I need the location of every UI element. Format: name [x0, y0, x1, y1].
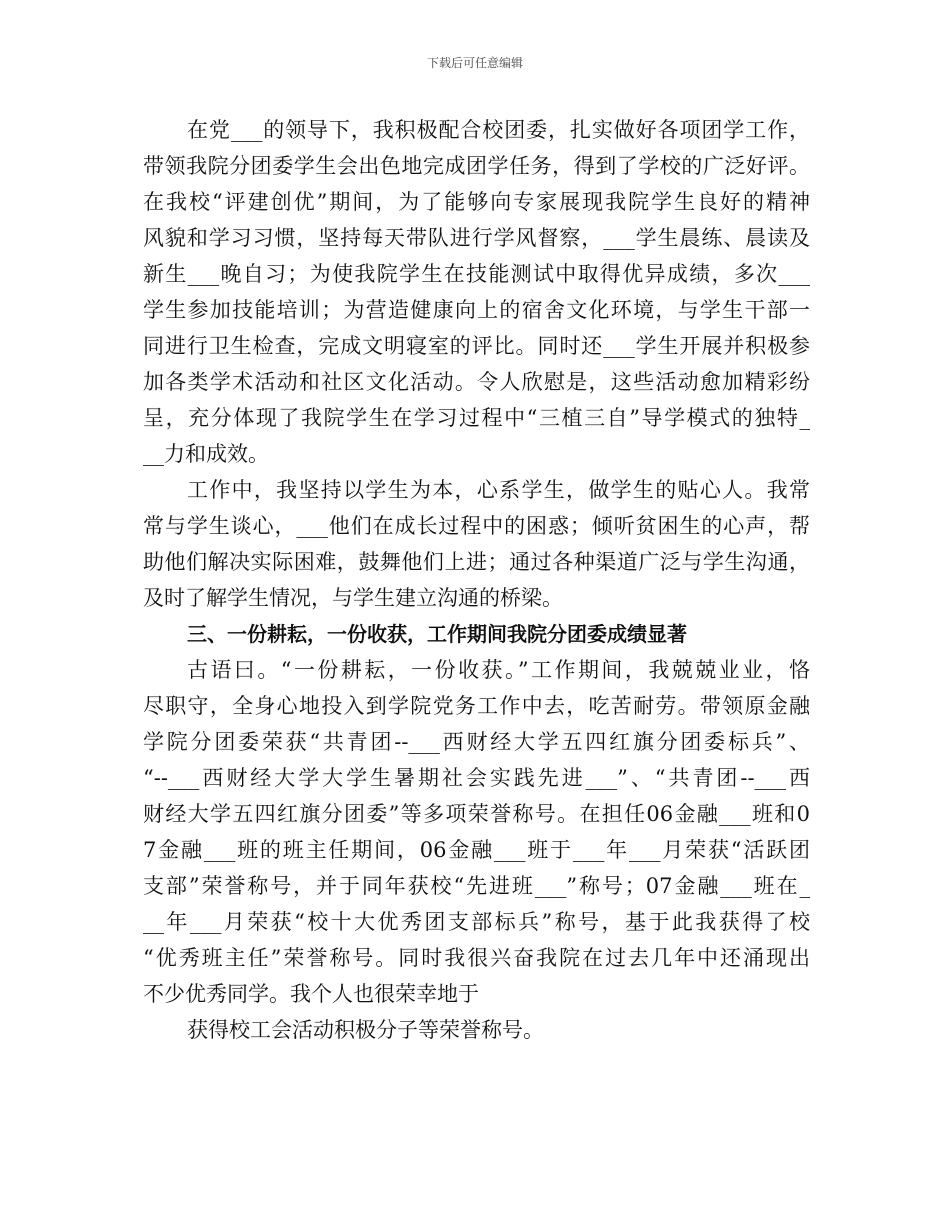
- section-heading: 三、一份耕耘，一份收获，工作期间我院分团委成绩显著: [187, 622, 687, 646]
- body-text-line: 在党___的领导下，我积极配合校团委，扎实做好各项团学工作，: [187, 118, 810, 142]
- body-text-line: 同进行卫生检查，完成文明寝室的评比。同时还___学生开展并积极参: [143, 334, 810, 358]
- body-text-line: 加各类学术活动和社区文化活动。令人欣慰是，这些活动愈加精彩纷: [143, 370, 810, 394]
- body-text-line: 助他们解决实际困难，鼓舞他们上进；通过各种渠道广泛与学生沟通，: [143, 550, 810, 574]
- body-text-line: __力和成效。: [143, 442, 269, 466]
- body-text-line: 工作中，我坚持以学生为本，心系学生，做学生的贴心人。我常: [187, 478, 810, 502]
- body-text-line: 学院分团委荣获“共青团--___西财经大学五四红旗分团委标兵”、: [143, 730, 810, 754]
- body-text-line: 古语曰。“一份耕耘，一份收获。”工作期间，我兢兢业业，恪: [187, 658, 810, 682]
- body-text-line: 及时了解学生情况，与学生建立沟通的桥梁。: [143, 586, 563, 610]
- page-header: 下载后可任意编辑: [426, 56, 523, 70]
- body-text-line: 在我校“评建创优”期间，为了能够向专家展现我院学生良好的精神: [143, 190, 810, 214]
- body-text-line: __年___月荣获“校十大优秀团支部标兵”称号，基于此我获得了校: [143, 910, 810, 934]
- body-text-line: 呈，充分体现了我院学生在学习过程中“三植三自”导学模式的独特_: [143, 406, 810, 430]
- body-text-line: 新生___晚自习；为使我院学生在技能测试中取得优异成绩，多次___: [143, 262, 810, 286]
- body-text-line: “优秀班主任”荣誉称号。同时我很兴奋我院在过去几年中还涌现出: [143, 946, 810, 970]
- body-text-line: 常与学生谈心，___他们在成长过程中的困惑；倾听贫困生的心声，帮: [143, 514, 810, 538]
- body-text-line: 获得校工会活动积极分子等荣誉称号。: [187, 1018, 544, 1042]
- body-text-line: 不少优秀同学。我个人也很荣幸地于: [143, 982, 479, 1006]
- body-text-line: 支部”荣誉称号，并于同年获校“先进班___”称号；07金融___班在_: [143, 874, 810, 898]
- document-body: [143, 112, 810, 1048]
- body-text-line: 尽职守，全身心地投入到学院党务工作中去，吃苦耐劳。带领原金融: [143, 694, 810, 718]
- body-text-line: 风貌和学习习惯，坚持每天带队进行学风督察，___学生晨练、晨读及: [143, 226, 810, 250]
- body-text-line: 带领我院分团委学生会出色地完成团学任务，得到了学校的广泛好评。: [143, 154, 810, 178]
- body-text-line: 7金融___班的班主任期间，06金融___班于___年___月荣获“活跃团: [143, 838, 810, 862]
- body-text-line: “--___西财经大学大学生暑期社会实践先进___”、“共青团--___西: [143, 766, 810, 790]
- body-text-line: 学生参加技能培训；为营造健康向上的宿舍文化环境，与学生干部一: [143, 298, 810, 322]
- body-text-line: 财经大学五四红旗分团委”等多项荣誉称号。在担任06金融___班和0: [143, 802, 810, 826]
